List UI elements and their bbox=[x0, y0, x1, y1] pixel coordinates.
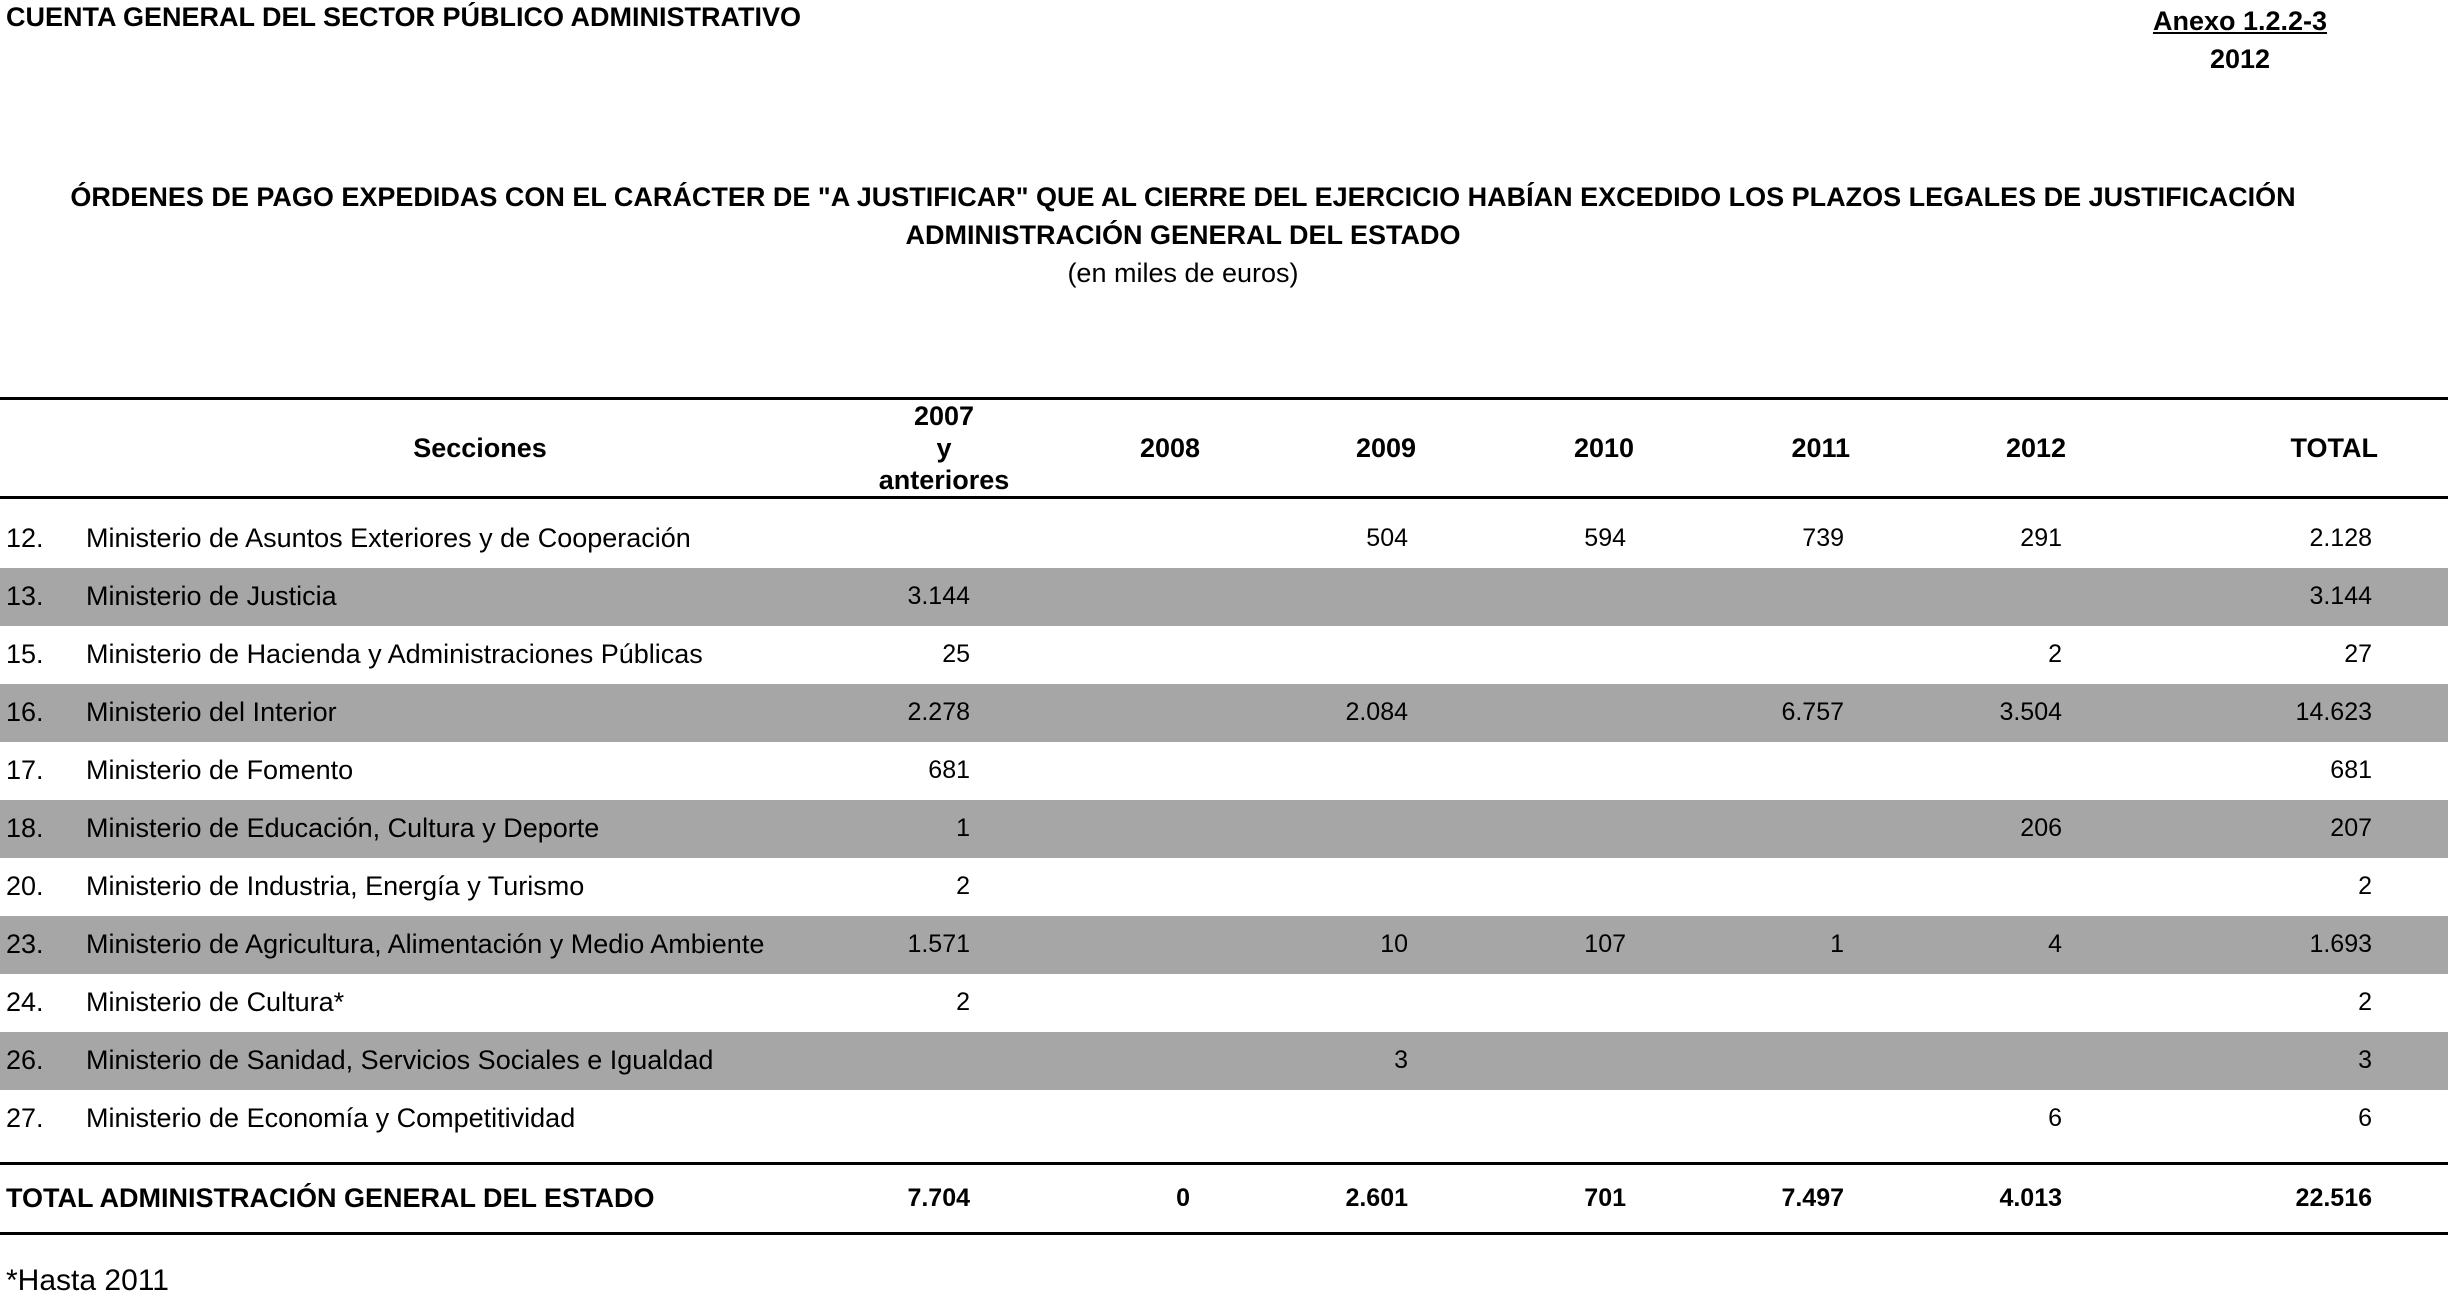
row-value-2007 bbox=[870, 510, 1088, 568]
row-value-2010 bbox=[1524, 742, 1742, 800]
row-section-number: 24. bbox=[6, 987, 44, 1017]
row-section-name: Ministerio de Cultura* bbox=[86, 987, 345, 1017]
row-value-2012: 3.504 bbox=[1960, 684, 2178, 742]
header-2007-year: 2007 bbox=[913, 401, 975, 431]
row-value-2008 bbox=[1088, 626, 1306, 684]
report-units: (en miles de euros) bbox=[1067, 258, 1299, 288]
row-value-2009 bbox=[1306, 858, 1524, 916]
row-value-2011 bbox=[1742, 626, 1960, 684]
annex-block bbox=[2140, 2, 2340, 78]
table-row bbox=[0, 742, 2448, 800]
header-secciones: Secciones bbox=[0, 399, 870, 498]
header-2010: 2010 bbox=[1524, 399, 1742, 498]
row-value-2010 bbox=[1524, 1032, 1742, 1090]
row-value-2010 bbox=[1524, 858, 1742, 916]
totals-2007: 7.704 bbox=[870, 1164, 1088, 1234]
row-total: 14.623 bbox=[2178, 684, 2448, 742]
row-value-2011 bbox=[1742, 800, 1960, 858]
row-value-2009 bbox=[1306, 1090, 1524, 1148]
row-value-2012: 6 bbox=[2048, 1104, 2063, 1132]
footnote: *Hasta 2011 bbox=[6, 1264, 169, 1297]
row-value-2010 bbox=[1524, 800, 1742, 858]
row-value-2009 bbox=[1306, 974, 1524, 1032]
totals-2011: 7.497 bbox=[1742, 1164, 1960, 1234]
totals-total: 22.516 bbox=[2178, 1164, 2448, 1234]
row-value-2007: 25 bbox=[942, 640, 971, 668]
row-value-2007: 1 bbox=[870, 800, 1088, 858]
row-total: 2.128 bbox=[2309, 524, 2373, 552]
row-value-2011 bbox=[1742, 568, 1960, 626]
row-value-2012 bbox=[1960, 1032, 2178, 1090]
row-value-2008 bbox=[1088, 974, 1306, 1032]
row-value-2012: 4 bbox=[1960, 916, 2178, 974]
row-value-2010 bbox=[1524, 626, 1742, 684]
row-value-2010 bbox=[1524, 568, 1742, 626]
row-total: 3 bbox=[2178, 1032, 2448, 1090]
row-value-2007: 2 bbox=[956, 988, 971, 1016]
row-value-2009: 10 bbox=[1306, 916, 1524, 974]
row-value-2011: 1 bbox=[1742, 916, 1960, 974]
row-value-2007: 2.278 bbox=[870, 684, 1088, 742]
header-total: TOTAL bbox=[2178, 399, 2448, 498]
row-section-number: 18. bbox=[0, 800, 80, 858]
row-section-name: Ministerio de Industria, Energía y Turismo bbox=[86, 871, 585, 901]
annex-number: Anexo 1.2.2-3 bbox=[2152, 6, 2328, 36]
report-titles bbox=[0, 178, 2366, 292]
row-value-2010: 107 bbox=[1524, 916, 1742, 974]
row-section-name: Ministerio del Interior bbox=[80, 684, 870, 742]
table-header-row bbox=[0, 399, 2448, 498]
row-value-2008 bbox=[1088, 1032, 1306, 1090]
row-value-2009: 3 bbox=[1306, 1032, 1524, 1090]
row-value-2012: 2 bbox=[2048, 640, 2063, 668]
totals-2008: 0 bbox=[1088, 1164, 1306, 1234]
row-value-2008 bbox=[1088, 858, 1306, 916]
table-row bbox=[0, 1032, 2448, 1090]
row-section-number: 20. bbox=[6, 871, 44, 901]
row-value-2010 bbox=[1524, 974, 1742, 1032]
row-value-2008 bbox=[1088, 510, 1306, 568]
row-section-number: 23. bbox=[0, 916, 80, 974]
table-row bbox=[0, 684, 2448, 742]
table-row bbox=[0, 510, 2448, 568]
row-section-name: Ministerio de Agricultura, Alimentación y Medio Ambiente bbox=[80, 916, 870, 974]
row-total: 2 bbox=[2358, 988, 2373, 1016]
report-title: ÓRDENES DE PAGO EXPEDIDAS CON EL CARÁCTER DE "A JUSTIFICAR" QUE AL CIERRE DEL EJERCICIO HABÍAN EXCEDIDO LOS PLAZOS LEGALES DE JUSTIFICACIÓN bbox=[70, 182, 2296, 212]
header-2007 bbox=[870, 399, 1088, 498]
row-value-2007: 1.571 bbox=[870, 916, 1088, 974]
row-value-2009 bbox=[1306, 626, 1524, 684]
row-value-2009 bbox=[1306, 742, 1524, 800]
table-row bbox=[0, 626, 2448, 684]
row-value-2011 bbox=[1742, 858, 1960, 916]
row-value-2010 bbox=[1524, 1090, 1742, 1148]
row-value-2009: 2.084 bbox=[1306, 684, 1524, 742]
row-total: 681 bbox=[2330, 756, 2373, 784]
row-value-2012 bbox=[1960, 568, 2178, 626]
row-value-2011: 739 bbox=[1802, 524, 1845, 552]
row-value-2012: 291 bbox=[2020, 524, 2063, 552]
table-row bbox=[0, 916, 2448, 974]
table-row bbox=[0, 1090, 2448, 1148]
header-2008: 2008 bbox=[1088, 399, 1306, 498]
row-section-number: 27. bbox=[6, 1103, 44, 1133]
row-value-2011 bbox=[1742, 1032, 1960, 1090]
row-value-2010: 594 bbox=[1584, 524, 1627, 552]
row-total: 3.144 bbox=[2178, 568, 2448, 626]
row-value-2012 bbox=[1960, 974, 2178, 1032]
row-value-2007 bbox=[870, 1090, 1088, 1148]
row-value-2009 bbox=[1306, 568, 1524, 626]
totals-row bbox=[0, 1164, 2448, 1234]
row-section-name: Ministerio de Fomento bbox=[86, 755, 354, 785]
row-section-number: 17. bbox=[6, 755, 44, 785]
row-total: 6 bbox=[2358, 1104, 2373, 1132]
row-section-number: 15. bbox=[6, 639, 44, 669]
row-section-number: 12. bbox=[6, 523, 44, 553]
totals-2012: 4.013 bbox=[1960, 1164, 2178, 1234]
header-2012: 2012 bbox=[1960, 399, 2178, 498]
table-row bbox=[0, 974, 2448, 1032]
row-section-number: 13. bbox=[0, 568, 80, 626]
row-value-2012 bbox=[1960, 858, 2178, 916]
row-section-name: Ministerio de Justicia bbox=[80, 568, 870, 626]
row-total: 1.693 bbox=[2178, 916, 2448, 974]
row-value-2008 bbox=[1088, 684, 1306, 742]
annex-year: 2012 bbox=[2209, 44, 2271, 74]
row-value-2012: 206 bbox=[1960, 800, 2178, 858]
header-2007-sub: y anteriores bbox=[878, 433, 1010, 495]
row-section-name: Ministerio de Sanidad, Servicios Sociales e Igualdad bbox=[80, 1032, 870, 1090]
row-total: 2 bbox=[2358, 872, 2373, 900]
report-subtitle: ADMINISTRACIÓN GENERAL DEL ESTADO bbox=[905, 220, 1461, 250]
header-2009: 2009 bbox=[1306, 399, 1524, 498]
row-value-2011 bbox=[1742, 1090, 1960, 1148]
row-value-2008 bbox=[1088, 568, 1306, 626]
row-section-name: Ministerio de Asuntos Exteriores y de Cooperación bbox=[86, 523, 691, 553]
header-2011: 2011 bbox=[1742, 399, 1960, 498]
row-total: 27 bbox=[2344, 640, 2373, 668]
document-org-title: CUENTA GENERAL DEL SECTOR PÚBLICO ADMINISTRATIVO bbox=[6, 2, 802, 32]
table-row bbox=[0, 800, 2448, 858]
row-value-2008 bbox=[1088, 800, 1306, 858]
table-row bbox=[0, 858, 2448, 916]
row-value-2007: 3.144 bbox=[870, 568, 1088, 626]
row-section-name: Ministerio de Hacienda y Administraciones Públicas bbox=[86, 639, 703, 669]
row-value-2010 bbox=[1524, 684, 1742, 742]
row-value-2009: 504 bbox=[1366, 524, 1409, 552]
row-value-2008 bbox=[1088, 1090, 1306, 1148]
row-value-2008 bbox=[1088, 742, 1306, 800]
row-value-2007 bbox=[870, 1032, 1088, 1090]
row-value-2007: 2 bbox=[956, 872, 971, 900]
row-value-2012 bbox=[1960, 742, 2178, 800]
row-value-2011 bbox=[1742, 974, 1960, 1032]
table-row bbox=[0, 568, 2448, 626]
row-section-number: 26. bbox=[0, 1032, 80, 1090]
row-section-name: Ministerio de Educación, Cultura y Deporte bbox=[80, 800, 870, 858]
row-value-2008 bbox=[1088, 916, 1306, 974]
row-total: 207 bbox=[2178, 800, 2448, 858]
row-section-number: 16. bbox=[0, 684, 80, 742]
totals-2010: 701 bbox=[1524, 1164, 1742, 1234]
row-value-2007: 681 bbox=[928, 756, 971, 784]
totals-label: TOTAL ADMINISTRACIÓN GENERAL DEL ESTADO bbox=[0, 1164, 870, 1234]
row-value-2011: 6.757 bbox=[1742, 684, 1960, 742]
totals-2009: 2.601 bbox=[1306, 1164, 1524, 1234]
row-section-name: Ministerio de Economía y Competitividad bbox=[86, 1103, 576, 1133]
row-value-2009 bbox=[1306, 800, 1524, 858]
row-value-2011 bbox=[1742, 742, 1960, 800]
orders-table bbox=[0, 397, 2448, 1235]
